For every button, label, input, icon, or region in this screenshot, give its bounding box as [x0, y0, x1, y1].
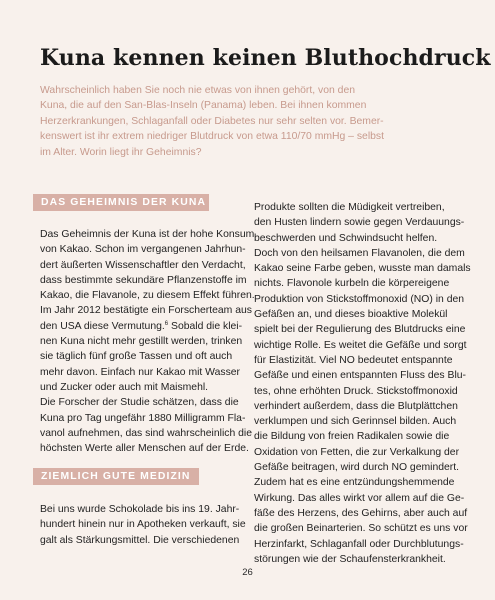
body-line: den Husten lindern sowie gegen Verdauungs- — [254, 217, 465, 229]
body-line: verklumpen und sich Gerinnsel bilden. Auch — [254, 416, 457, 428]
body-line: Wirkung. Das alles wirkt vor allem auf die Ge- — [254, 492, 465, 504]
body-line: von Kakao. Schon im vergangenen Jahrhun- — [40, 244, 246, 256]
body-line: Im Jahr 2012 bestätigte ein Forscherteam aus — [40, 305, 252, 317]
body-line: Produkte sollten die Müdigkeit vertreiben, — [254, 202, 445, 213]
section-heading-kuna-secret: DAS GEHEIMNIS DER KUNA — [33, 194, 209, 211]
body-line: spielt bei der Regulierung des Blutdrucks eine — [254, 324, 466, 336]
body-line: und Zucker oder auch mit Maismehl. — [40, 381, 209, 393]
body-line: Gefäße beitragen, wird durch NO gemindert. — [254, 462, 460, 474]
page-number: 26 — [242, 567, 253, 578]
body-line: dass bestimmte sekundäre Pflanzenstoffe im — [40, 274, 247, 286]
section-body-kuna-secret — [40, 227, 255, 456]
body-line: für Elastizität. Viel NO bedeutet entspannte — [254, 354, 453, 366]
body-line: verhindert außerdem, dass die Blutplättchen — [254, 400, 458, 412]
body-line: Gefäßen an, und dieses bioaktive Molekül — [254, 309, 448, 321]
body-line: störungen wie der Schaufensterkrankheit. — [254, 553, 446, 565]
section-body-good-medicine — [40, 502, 246, 548]
body-line: fäße des Herzens, des Gehirns, aber auch auf — [254, 507, 468, 519]
intro-line: im Alter. Worin liegt ihr Geheimnis? — [40, 146, 202, 158]
body-line: wichtige Rolle. Es weitet die Gefäße und sorgt — [254, 339, 467, 351]
intro-line: kenswert ist ihr extrem niedriger Blutdruck von etwa 110/70 mmHg – selbst — [40, 131, 384, 143]
intro-line: Kuna, die auf den San-Blas-Inseln (Panama) leben. Bei ihnen kommen — [40, 100, 367, 112]
body-line: nen Kuna nicht mehr gestillt werden, trinken — [40, 336, 243, 348]
body-line: Kakao, die Flavanole, zu diesem Effekt führen. — [40, 290, 255, 302]
body-line: Oxidation von Fetten, die zur Verkalkung der — [254, 446, 460, 458]
body-line: beschwerden und Schwindsucht helfen. — [254, 232, 438, 244]
body-line: sie täglich fünf große Tassen und oft auch — [40, 351, 233, 363]
body-line: Das Geheimnis der Kuna ist der hohe Konsum — [40, 229, 255, 240]
right-column-body — [254, 200, 471, 567]
body-line: höchsten Werte aller Menschen auf der Erde. — [40, 443, 249, 455]
body-line: Kakao seine Farbe geben, wusste man damals — [254, 263, 471, 275]
body-line-text: den USA diese Vermutung. — [40, 320, 165, 332]
body-line: Herzinfarkt, Schlaganfall oder Durchblutungs- — [254, 538, 464, 550]
body-line: mehr davon. Einfach nur Kakao mit Wasser — [40, 366, 241, 378]
body-line: vanol aufnehmen, das sind wahrscheinlich die — [40, 427, 252, 439]
body-line: dert äußerten Wissenschaftler den Verdacht, — [40, 259, 246, 271]
body-line: Gefäße und einen entspannten Fluss des Blu- — [254, 370, 466, 382]
body-line: Doch von den heilsamen Flavanolen, die dem — [254, 247, 465, 259]
footnote-marker: 6 — [164, 320, 169, 327]
body-line: tes, ohne erhöhten Druck. Stickstoffmonoxid — [254, 385, 458, 397]
body-line: die großen Beinarterien. So schützt es uns vor — [254, 523, 468, 535]
body-line: Bei uns wurde Schokolade bis ins 19. Jahr- — [40, 504, 240, 515]
body-line-with-footnote — [40, 319, 255, 334]
body-line: galt als Stärkungsmittel. Die verschiedenen — [40, 534, 240, 546]
body-line: Die Forscher der Studie schätzen, dass die — [40, 397, 239, 409]
intro-line: Herzerkrankungen, Schlaganfall oder Diabetes nur sehr selten vor. Bemer- — [40, 115, 384, 127]
intro-line: Wahrscheinlich haben Sie noch nie etwas von ihnen gehört, von den — [40, 85, 356, 96]
body-line: hundert hinein nur in Apotheken verkauft, sie — [40, 519, 246, 531]
intro-paragraph — [40, 83, 460, 160]
page-title: Kuna kennen keinen Bluthochdruck — [40, 45, 491, 71]
body-line: Produktion von Stickstoffmonoxid (NO) in den — [254, 293, 465, 305]
body-line: die Bildung von freien Radikalen sowie die — [254, 431, 450, 443]
body-line: Kuna pro Tag ungefähr 1880 Milligramm Fla- — [40, 412, 246, 424]
body-line-text: Sobald die klei- — [168, 320, 243, 332]
body-line: Zudem hat es eine entzündungshemmende — [254, 477, 455, 489]
section-heading-good-medicine: ZIEMLICH GUTE MEDIZIN — [33, 468, 199, 485]
body-line: nichts. Flavonole kurbeln die körpereigene — [254, 278, 450, 290]
